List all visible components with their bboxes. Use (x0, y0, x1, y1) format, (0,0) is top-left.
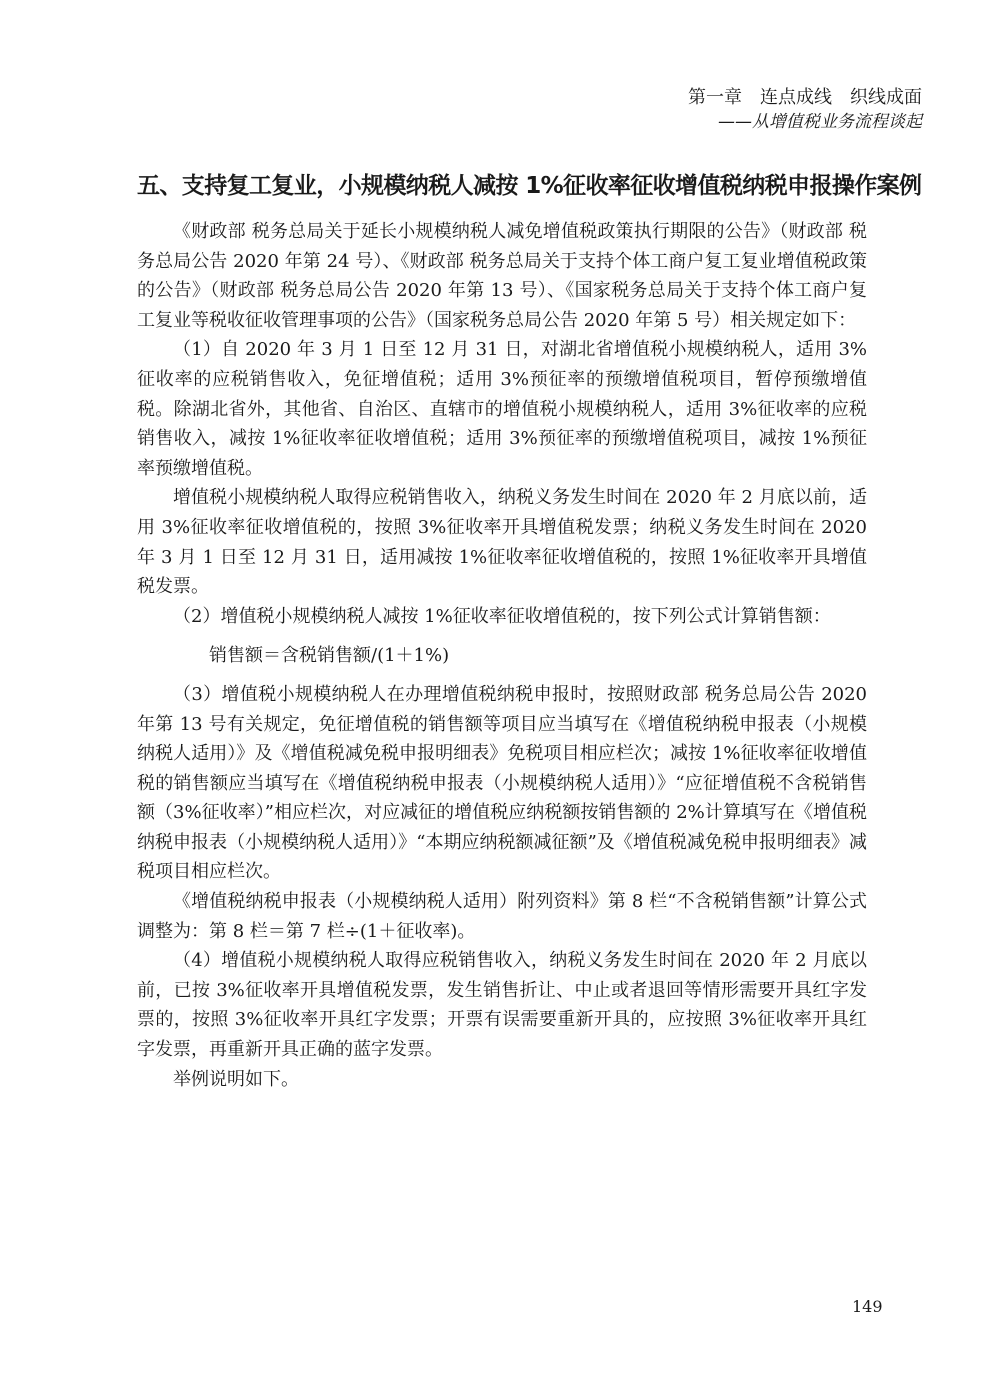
paragraph: 增值税小规模纳税人取得应税销售收入，纳税义务发生时间在 2020 年 2 月底以前，适用 3%征收率征收增值税的，按照 3%征收率开具增值税发票；纳税义务发生时间在 2020 年 3 月 1 日至 12 月 31 日，适用减按 1%征收率征收增值税的，按照 1%征收率开具增值税发票。 (137, 487, 867, 598)
running-header (688, 86, 922, 134)
paragraph: （3）增值税小规模纳税人在办理增值税纳税申报时，按照财政部 税务总局公告 2020 年第 13 号有关规定，免征增值税的销售额等项目应当填写在《增值税纳税申报表（小规模纳税人适用）》及《增值税减免税申报明细表》免税项目相应栏次；减按 1%征收率征收增值税的销售额应当填写在《增值税纳税申报表（小规模纳税人适用）》“应征增值税不含税销售额（3%征收率）”相应栏次，对应减征的增值税应纳税额按销售额的 2%计算填写在《增值税纳税申报表（小规模纳税人适用）》“本期应纳税额减征额”及《增值税减免税申报明细表》减税项目相应栏次。 (137, 683, 867, 883)
chapter-title: 第一章 连点成线 织线成面 (688, 87, 922, 108)
page-number: 149 (852, 1297, 883, 1316)
body-text (137, 217, 867, 1094)
paragraph: （4）增值税小规模纳税人取得应税销售收入，纳税义务发生时间在 2020 年 2 月底以前，已按 3%征收率开具增值税发票，发生销售折让、中止或者退回等情形需要开具红字发票的，按照 3%征收率开具红字发票；开票有误需要重新开具的，应按照 3%征收率开具红字发票，再重新开具正确的蓝字发票。 (137, 950, 867, 1061)
section-title: 五、支持复工复业，小规模纳税人减按 1%征收率征收增值税纳税申报操作案例 (137, 173, 922, 199)
formula: 销售额＝含税销售额/(1＋1%) (209, 645, 450, 667)
paragraph: （2）增值税小规模纳税人减按 1%征收率征收增值税的，按下列公式计算销售额： (173, 605, 831, 627)
chapter-subtitle: ——从增值税业务流程谈起 (718, 112, 922, 132)
paragraph: 举例说明如下。 (173, 1068, 299, 1090)
paragraph: 《增值税纳税申报表（小规模纳税人适用）附列资料》第 8 栏“不含税销售额”计算公式调整为：第 8 栏＝第 7 栏÷(1＋征收率)。 (137, 891, 867, 942)
paragraph: （1）自 2020 年 3 月 1 日至 12 月 31 日，对湖北省增值税小规模纳税人，适用 3%征收率的应税销售收入，免征增值税；适用 3%预征率的预缴增值税项目，暂停预缴增值税。除湖北省外，其他省、自治区、直辖市的增值税小规模纳税人，适用 3%征收率的应税销售收入，减按 1%征收率征收增值税；适用 3%预征率的预缴增值税项目，减按 1%预征率预缴增值税。 (137, 339, 867, 479)
paragraph: 《财政部 税务总局关于延长小规模纳税人减免增值税政策执行期限的公告》（财政部 税务总局公告 2020 年第 24 号）、《财政部 税务总局关于支持个体工商户复工复业增值税政策的公告》（财政部 税务总局公告 2020 年第 13 号）、《国家税务总局关于支持个体工商户复工复业等税收征收管理事项的公告》（国家税务总局公告 2020 年第 5 号）相关规定如下： (137, 221, 867, 331)
